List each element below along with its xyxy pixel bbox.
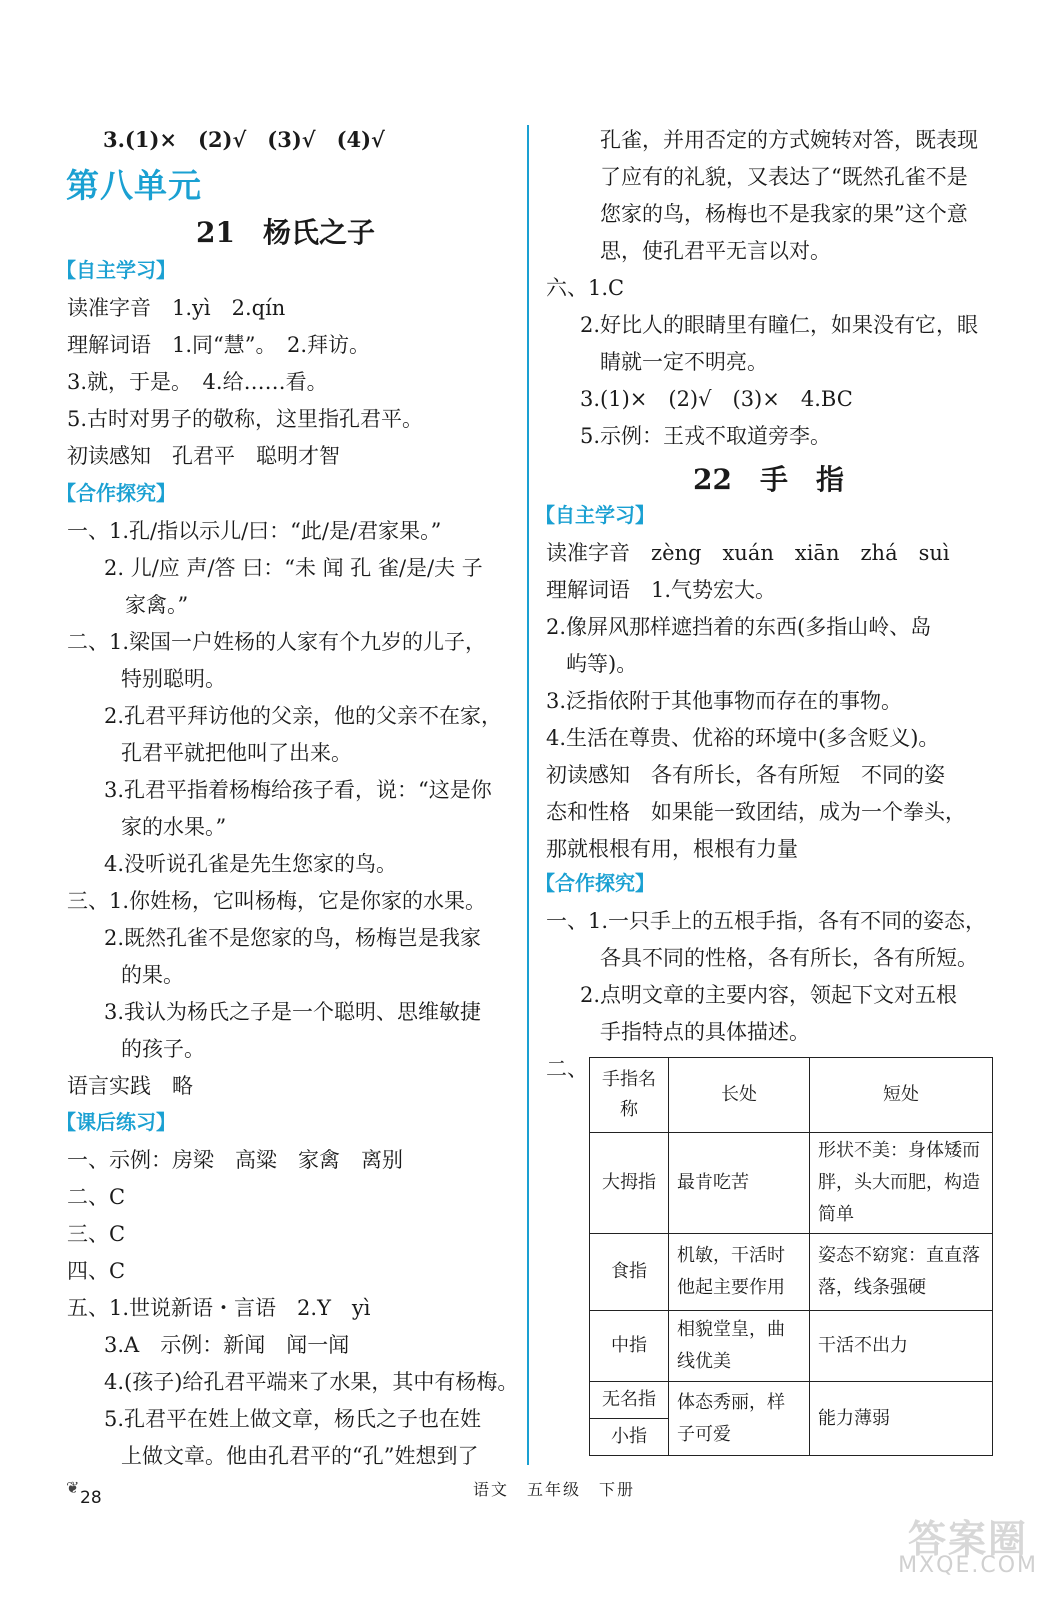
answer-line: 4.生活在尊贵、优裕的环境中(多含贬义)。 — [546, 726, 940, 750]
answer-line: 四、C — [67, 1259, 126, 1283]
section-heading: 【课后练习】 — [56, 1110, 176, 1134]
section-heading: 【自主学习】 — [56, 258, 176, 282]
answer-line: 5.孔君平在姓上做文章，杨氏之子也在姓 — [104, 1407, 482, 1431]
table-row — [590, 1133, 993, 1234]
answer-line: 思，使孔君平无言以对。 — [600, 239, 831, 263]
book-footer: 语文 五年级 下册 — [473, 1480, 636, 1499]
answer-line: 五、1.世说新语・言语 2.Y yì — [67, 1296, 371, 1320]
answer-line: 4.(孩子)给孔君平端来了水果，其中有杨梅。 — [104, 1370, 519, 1394]
answer-line: 睛就一定不明亮。 — [600, 350, 768, 374]
finger-cons: 干活不出力 — [810, 1311, 993, 1382]
finger-table — [589, 1057, 993, 1456]
answer-line: 特别聪明。 — [121, 667, 226, 691]
answer-line: 孔雀，并用否定的方式婉转对答，既表现 — [600, 128, 978, 152]
finger-name: 无名指 — [590, 1382, 669, 1419]
section-heading: 【合作探究】 — [535, 871, 655, 895]
finger-pros: 机敏，干活时他起主要作用 — [669, 1234, 810, 1311]
answer-line: 二、C — [67, 1185, 126, 1209]
finger-pros: 体态秀丽，样子可爱 — [669, 1382, 810, 1456]
answer-line: 理解词语 1.气势宏大。 — [546, 578, 777, 602]
answer-line: 二、 — [546, 1057, 588, 1081]
lesson-title: 21 杨氏之子 — [196, 216, 375, 249]
finger-cons: 姿态不窈窕：直直落落，线条强硬 — [810, 1234, 993, 1311]
finger-pros: 相貌堂皇，曲线优美 — [669, 1311, 810, 1382]
answer-line: 初读感知 孔君平 聪明才智 — [67, 444, 340, 468]
finger-cons: 形状不美：身体矮而胖，头大而肥，构造简单 — [810, 1133, 993, 1234]
answer-line: 读准字音 1.yì 2.qín — [67, 296, 286, 320]
finger-cons: 能力薄弱 — [810, 1382, 993, 1456]
answer-line: 各具不同的性格，各有所长，各有所短。 — [600, 946, 978, 970]
answer-line: 3.我认为杨氏之子是一个聪明、思维敏捷 — [104, 1000, 482, 1024]
finger-pros: 最肯吃苦 — [669, 1133, 810, 1234]
answer-line: 2.好比人的眼睛里有瞳仁，如果没有它，眼 — [580, 313, 979, 337]
answer-line: 的孩子。 — [121, 1037, 205, 1061]
answer-line: 您家的鸟，杨梅也不是我家的果”这个意 — [600, 202, 968, 226]
answer-line: 3.泛指依附于其他事物而存在的事物。 — [546, 689, 903, 713]
finger-name: 中指 — [590, 1311, 669, 1382]
answer-line: 3.就，于是。 4.给……看。 — [67, 370, 328, 394]
answer-line: 2.既然孔雀不是您家的鸟，杨梅岂是我家 — [104, 926, 482, 950]
answer-line: 二、1.梁国一户姓杨的人家有个九岁的儿子， — [67, 630, 487, 654]
answer-line: 一、1.一只手上的五根手指，各有不同的姿态， — [546, 909, 987, 933]
answer-line: 的果。 — [121, 963, 184, 987]
answer-line: 理解词语 1.同“慧”。 2.拜访。 — [67, 333, 371, 357]
answer-line: 3.孔君平指着杨梅给孩子看，说：“这是你 — [104, 778, 492, 802]
finger-name: 食指 — [590, 1234, 669, 1311]
lesson-title: 22 手 指 — [693, 463, 844, 496]
answer-line: 六、1.C — [546, 276, 625, 300]
column-divider — [527, 125, 529, 1465]
answer-line: 2.点明文章的主要内容，领起下文对五根 — [580, 983, 958, 1007]
answer-line: 手指特点的具体描述。 — [600, 1020, 810, 1044]
answer-line: 三、C — [67, 1222, 126, 1246]
answer-line: 5.示例：王戎不取道旁李。 — [580, 424, 832, 448]
table-row — [590, 1382, 993, 1419]
page-decoration-icon: ❦ — [66, 1478, 80, 1497]
header-pros: 长处 — [669, 1058, 810, 1133]
header-finger-name: 手指名称 — [590, 1058, 669, 1133]
finger-name: 大拇指 — [590, 1133, 669, 1234]
answer-line: 2. 儿/应 声/答 曰：“未 闻 孔 雀/是/夫 子 — [104, 556, 483, 580]
finger-name: 小指 — [590, 1419, 669, 1456]
watermark-url: MXQE.COM — [898, 1553, 1038, 1578]
page-number: 28 — [80, 1488, 102, 1508]
table-header-row — [590, 1058, 993, 1133]
answer-line: 5.古时对男子的敬称，这里指孔君平。 — [67, 407, 424, 431]
answer-line: 2.像屏风那样遮挡着的东西(多指山岭、岛 — [546, 615, 932, 639]
answer-line: 上做文章。他由孔君平的“孔”姓想到了 — [121, 1444, 479, 1468]
answer-line: 了应有的礼貌，又表达了“既然孔雀不是 — [600, 165, 968, 189]
section-heading: 【自主学习】 — [535, 503, 655, 527]
answer-line: 那就根根有用，根根有力量 — [546, 837, 798, 861]
answer-line: 一、示例：房梁 高粱 家禽 离别 — [67, 1148, 403, 1172]
answer-line: 一、1.孔/指以示儿/曰：“此/是/君家果。” — [67, 519, 442, 543]
answer-line: 3.(1)× (2)√ (3)× 4.BC — [580, 387, 853, 411]
answer-line: 初读感知 各有所长，各有所短 不同的姿 — [546, 763, 945, 787]
answer-line: 3.A 示例：新闻 闻一闻 — [104, 1333, 350, 1357]
section-heading: 【合作探究】 — [56, 481, 176, 505]
watermark-logo: 答案圈 — [907, 1517, 1028, 1561]
header-cons: 短处 — [810, 1058, 993, 1133]
answer-line: 三、1.你姓杨，它叫杨梅，它是你家的水果。 — [67, 889, 487, 913]
answer-line: 3.(1)× (2)√ (3)√ (4)√ — [103, 127, 385, 152]
table-row — [590, 1311, 993, 1382]
answer-line: 态和性格 如果能一致团结，成为一个拳头， — [546, 800, 966, 824]
answer-line: 屿等)。 — [566, 652, 638, 676]
answer-line: 4.没听说孔雀是先生您家的鸟。 — [104, 852, 398, 876]
answer-line: 家禽。” — [125, 593, 189, 617]
unit-title: 第八单元 — [66, 166, 202, 205]
answer-line: 家的水果。” — [121, 815, 227, 839]
answer-line: 2.孔君平拜访他的父亲，他的父亲不在家， — [104, 704, 503, 728]
table-row — [590, 1234, 993, 1311]
answer-line: 孔君平就把他叫了出来。 — [121, 741, 352, 765]
answer-line: 读准字音 zèng xuán xiān zhá suì — [546, 541, 950, 565]
answer-line: 语言实践 略 — [67, 1074, 193, 1098]
